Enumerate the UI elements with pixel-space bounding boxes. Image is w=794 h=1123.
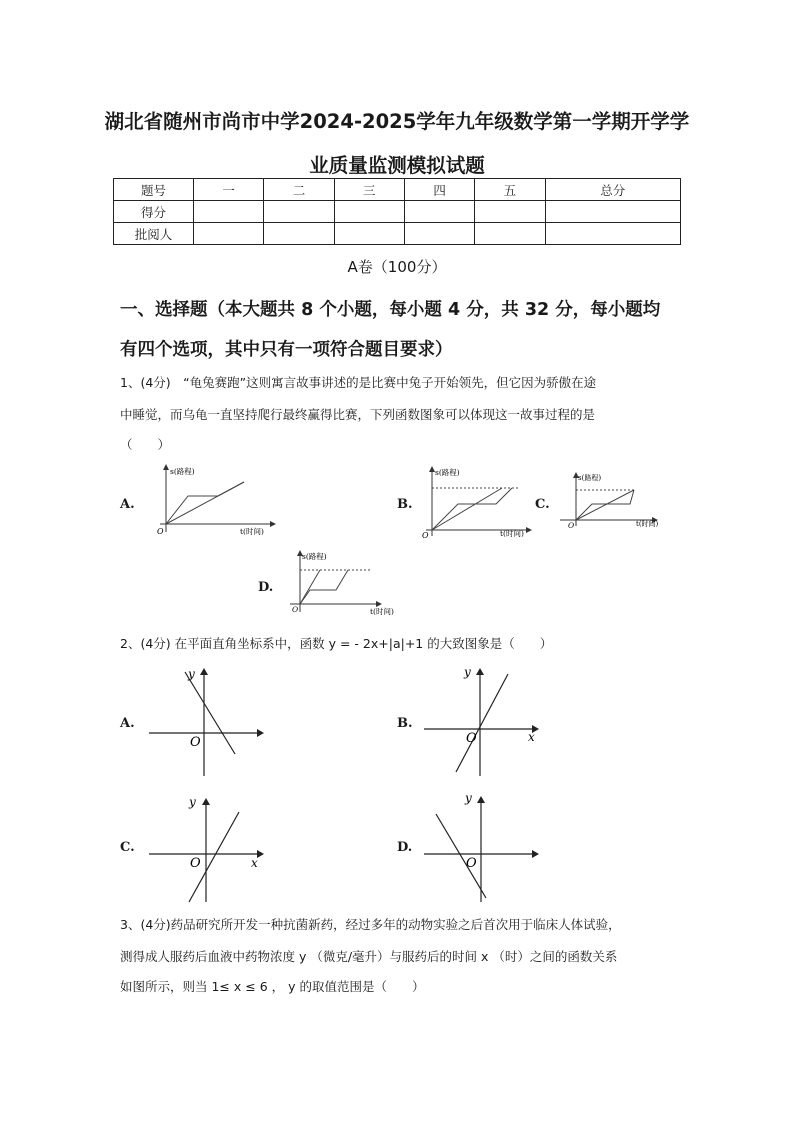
y-axis-label: s(路程) (435, 468, 460, 477)
q2-graph-a (145, 662, 275, 780)
origin-label: O (190, 856, 201, 871)
x-axis-label: t(时间) (370, 607, 394, 616)
score-cell[interactable] (404, 201, 474, 223)
y-axis-label: s(路程) (302, 552, 327, 561)
origin-label: O (466, 856, 477, 871)
table-header-cell: 四 (404, 179, 474, 201)
q2-graph-c (145, 788, 275, 906)
score-cell[interactable] (545, 201, 680, 223)
y-axis-label: y (465, 791, 472, 805)
score-cell[interactable] (194, 201, 264, 223)
table-row-label: 得分 (114, 201, 194, 223)
origin-label: O (292, 605, 299, 614)
table-header-cell: 五 (475, 179, 545, 201)
score-table (113, 178, 681, 245)
q2-graph-b (420, 660, 550, 780)
q2-option-a-label[interactable]: A. (120, 716, 135, 731)
score-cell[interactable] (404, 223, 474, 245)
q3-stem-line2: 测得成人服药后血液中药物浓度 y （微克/毫升）与服药后的时间 x （时）之间的函数关系 (120, 949, 618, 964)
section-a-title: A卷（100分） (347, 258, 447, 276)
score-cell[interactable] (545, 223, 680, 245)
part1-heading-line1: 一、选择题（本大题共 8 个小题，每小题 4 分，共 32 分，每小题均 (120, 300, 661, 320)
q3-stem-line3: 如图所示，则当 1≤ x ≤ 6 ， y 的取值范围是（ ） (120, 979, 425, 994)
x-axis-label: t(时间) (240, 527, 264, 536)
table-row-label: 批阅人 (114, 223, 194, 245)
q2-stem: 2、(4分) 在平面直角坐标系中，函数 y = - 2x+|a|+1 的大致图象是（ ） (120, 636, 553, 651)
score-cell[interactable] (334, 201, 404, 223)
origin-label: O (568, 521, 575, 530)
score-cell[interactable] (475, 223, 545, 245)
y-axis-label: s(路程) (578, 474, 602, 482)
q1-graph-d (280, 546, 400, 621)
q3-stem-line1: 3、(4分)药品研究所开发一种抗菌新药，经过多年的动物实验之后首次用于临床人体试验， (120, 917, 621, 932)
origin-label: O (157, 527, 164, 536)
q2-option-c-label[interactable]: C. (120, 840, 135, 855)
table-row (114, 223, 681, 245)
y-axis-label: y (464, 665, 471, 679)
exam-title-line1: 湖北省随州市尚市中学2024-2025学年九年级数学第一学期开学学 (104, 110, 690, 133)
origin-label: O (466, 731, 477, 746)
q2-option-d-label[interactable]: D. (397, 840, 413, 855)
y-axis-label: y (189, 795, 196, 809)
q1-stem-line2: 中睡觉，而乌龟一直坚持爬行最终赢得比赛，下列函数图象可以体现这一故事过程的是 (120, 407, 596, 422)
table-header-cell: 三 (334, 179, 404, 201)
y-axis-label: y (188, 667, 195, 681)
score-cell[interactable] (264, 223, 334, 245)
part1-heading-line2: 有四个选项，其中只有一项符合题目要求） (120, 340, 453, 360)
score-cell[interactable] (334, 223, 404, 245)
q1-option-c-label[interactable]: C. (535, 497, 550, 512)
q1-option-d-label[interactable]: D. (258, 580, 274, 595)
table-row (114, 201, 681, 223)
origin-label: O (422, 531, 429, 540)
x-axis-label: x (251, 856, 258, 870)
table-header-cell: 二 (264, 179, 334, 201)
score-cell[interactable] (475, 201, 545, 223)
q1-option-b-label[interactable]: B. (397, 497, 413, 512)
q2-graph-d (420, 786, 550, 906)
exam-title-line2: 业质量监测模拟试题 (309, 154, 485, 177)
table-row (114, 179, 681, 201)
q2-option-b-label[interactable]: B. (397, 716, 413, 731)
q1-option-a-label[interactable]: A. (120, 497, 135, 512)
q1-stem-line3: （ ） (120, 437, 171, 452)
table-header-cell: 一 (194, 179, 264, 201)
q1-graph-c (556, 468, 666, 538)
score-cell[interactable] (264, 201, 334, 223)
table-header-cell: 总分 (545, 179, 680, 201)
table-header-cell: 题号 (114, 179, 194, 201)
origin-label: O (190, 735, 201, 750)
q1-graph-b (418, 462, 538, 542)
q1-graph-a (140, 462, 280, 542)
x-axis-label: x (528, 730, 535, 744)
x-axis-label: t(时间) (636, 520, 659, 528)
q1-stem-line1: 1、(4分) “龟兔赛跑”这则寓言故事讲述的是比赛中兔子开始领先，但它因为骄傲在途 (120, 375, 597, 390)
y-axis-label: s(路程) (170, 467, 195, 476)
x-axis-label: t(时间) (500, 529, 524, 538)
score-cell[interactable] (194, 223, 264, 245)
